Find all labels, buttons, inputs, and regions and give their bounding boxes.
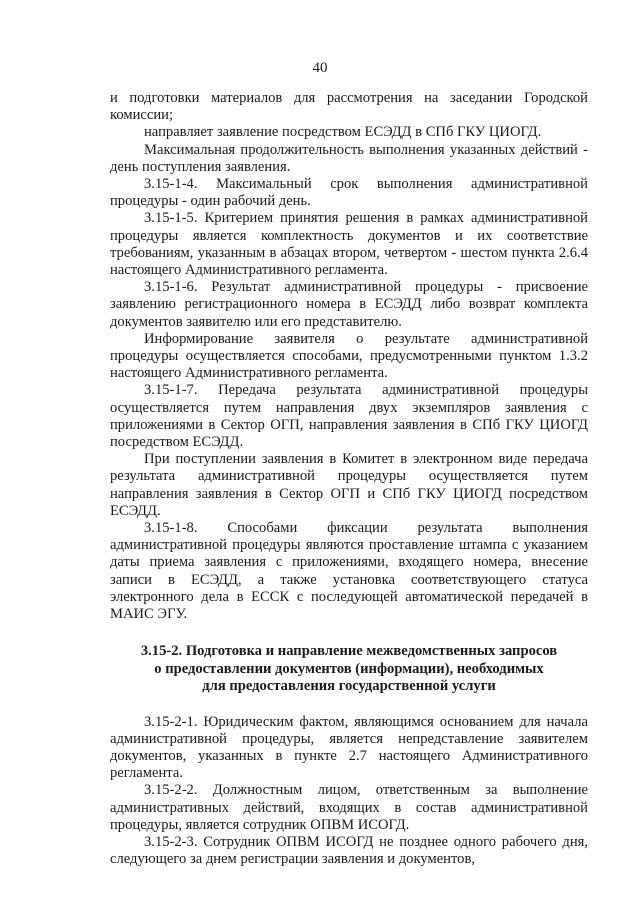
paragraph: направляет заявление посредством ЕСЭДД в СПб ГКУ ЦИОГД.: [144, 124, 542, 141]
paragraph: 3.15-1-6. Результат административной процедуры - присвоение заявлению регистрационного номера в ЕСЭДД либо возврат комплекта документов заявителю или его представителю.: [110, 279, 588, 330]
paragraph: 3.15-1-7. Передача результата административной процедуры осуществляется путем направления двух экземпляров заявления с приложениями в Сектор ОГП, направления заявления в СПб ГКУ ЦИОГД посредством ЕСЭДД.: [110, 382, 588, 451]
paragraph: 3.15-2-3. Сотрудник ОПВМ ИСОГД не позднее одного рабочего дня, следующего за днем регистрации заявления и документов,: [110, 833, 588, 868]
section-heading-line: о предоставлении документов (информации), необходимых: [154, 660, 544, 677]
paragraph: Максимальная продолжительность выполнения указанных действий - день поступления заявления.: [110, 141, 588, 175]
paragraph: 3.15-2-1. Юридическим фактом, являющимся основанием для начала административной процедуры, является непредставление заявителем документов, указанных в пункте 2.7 настоящего Административного регламента.: [110, 713, 588, 782]
paragraph: 3.15-1-4. Максимальный срок выполнения административной процедуры - один рабочий день.: [110, 176, 588, 210]
page-number: 40: [312, 60, 328, 76]
section-heading-line: 3.15-2. Подготовка и направление межведомственных запросов: [140, 643, 558, 660]
paragraph: При поступлении заявления в Комитет в электронном виде передача результата административной процедуры осуществляется путем направления заявления в Сектор ОГП и СПб ГКУ ЦИОГД посредством ЕСЭДД.: [110, 451, 588, 519]
paragraph: и подготовки материалов для рассмотрения на заседании Городской комиссии;: [110, 90, 588, 124]
paragraph: Информирование заявителя о результате административной процедуры осуществляется способами, предусмотренными пунктом 1.3.2 настоящего Административного регламента.: [110, 330, 588, 382]
document-body: [110, 90, 588, 868]
section-heading: [110, 643, 588, 695]
paragraph: 3.15-1-5. Критерием принятия решения в рамках административной процедуры является комплектность документов и их соответствие требованиям, указанным в абзацах втором, четвертом - шестом пункта 2.6.4 настоящего Административного регламента.: [110, 210, 588, 279]
paragraph: 3.15-2-2. Должностным лицом, ответственным за выполнение административных действий, входящих в состав административной процедуры, является сотрудник ОПВМ ИСОГД.: [110, 782, 588, 833]
paragraph: 3.15-1-8. Способами фиксации результата выполнения административной процедуры являются проставление штампа с указанием даты приема заявления с приложениями, входящего номера, внесение записи в ЕСЭДД, а также установка соответствующего статуса электронного дела в ЕССК с последующей автоматической передачей в МАИС ЭГУ.: [110, 520, 588, 623]
section-heading-line: для предоставления государственной услуги: [202, 678, 496, 695]
